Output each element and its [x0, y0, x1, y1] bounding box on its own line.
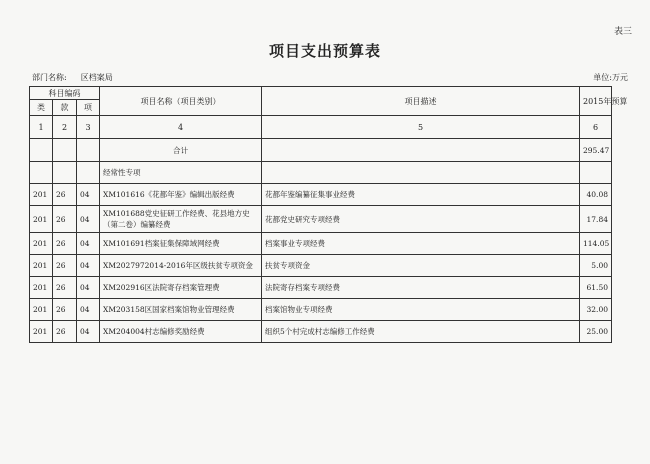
header-lei: 类 [30, 100, 53, 116]
cell-desc: 档案事业专项经费 [262, 233, 580, 255]
cell-kuan: 26 [53, 184, 77, 206]
header-kuan: 款 [53, 100, 77, 116]
index-cell: 6 [580, 116, 612, 139]
cell-lei: 201 [30, 321, 53, 343]
header-budget: 2015年预算 [580, 87, 612, 116]
cell-xiang: 04 [77, 184, 100, 206]
page-title: 项目支出预算表 [268, 42, 381, 60]
cell-name: XM101691档案征集保障域网经费 [100, 233, 262, 255]
cell-kuan: 26 [53, 277, 77, 299]
cell-lei: 201 [30, 255, 53, 277]
cell-kuan: 26 [53, 206, 77, 233]
cell-xiang: 04 [77, 299, 100, 321]
table-row [30, 255, 612, 277]
header-code-group: 科目编码 [30, 87, 100, 100]
index-cell: 1 [30, 116, 53, 139]
cell-xiang: 04 [77, 277, 100, 299]
table-row [30, 321, 612, 343]
budget-table [29, 86, 628, 343]
cell-lei: 201 [30, 184, 53, 206]
cell-desc: 花都年鉴编纂征集事业经费 [262, 184, 580, 206]
cell-xiang: 04 [77, 255, 100, 277]
cell-amount: 32.00 [580, 299, 612, 321]
category-row [30, 162, 612, 184]
sheet-number: 表三 [613, 27, 632, 37]
total-value: 295.47 [580, 139, 612, 162]
cell-xiang: 04 [77, 206, 100, 233]
cell-amount: 61.50 [580, 277, 612, 299]
cell-desc: 档案馆物业专项经费 [262, 299, 580, 321]
cell-kuan: 26 [53, 299, 77, 321]
header-desc: 项目描述 [262, 87, 580, 116]
cell-lei: 201 [30, 233, 53, 255]
header-name: 项目名称（项目类别） [100, 87, 262, 116]
table-row [30, 206, 612, 233]
cell-amount: 25.00 [580, 321, 612, 343]
cell-desc: 法院寄存档案专项经费 [262, 277, 580, 299]
unit-label: 单位:万元 [593, 73, 628, 82]
department-label: 部门名称: [32, 73, 67, 82]
cell-name: XM202916区法院寄存档案管理费 [100, 277, 262, 299]
cell-name: XM2027972014-2016年区级扶贫专项资金 [100, 255, 262, 277]
department-value: 区档案局 [80, 73, 113, 82]
cell-amount: 17.84 [580, 206, 612, 233]
index-cell: 4 [100, 116, 262, 139]
table-row [30, 184, 612, 206]
cell-lei: 201 [30, 277, 53, 299]
index-cell: 2 [53, 116, 77, 139]
cell-name: XM203158区国家档案馆物业管理经费 [100, 299, 262, 321]
cell-amount: 114.05 [580, 233, 612, 255]
cell-name: XM204004村志编修奖励经费 [100, 321, 262, 343]
cell-name: XM101616《花都年鉴》编辑出版经费 [100, 184, 262, 206]
total-label: 合计 [100, 139, 262, 162]
table-row [30, 277, 612, 299]
cell-kuan: 26 [53, 321, 77, 343]
header-xiang: 项 [77, 100, 100, 116]
table-row [30, 233, 612, 255]
cell-amount: 5.00 [580, 255, 612, 277]
cell-xiang: 04 [77, 321, 100, 343]
category-label: 经常性专项 [100, 162, 262, 184]
cell-kuan: 26 [53, 255, 77, 277]
index-cell: 5 [262, 116, 580, 139]
cell-kuan: 26 [53, 233, 77, 255]
cell-amount: 40.08 [580, 184, 612, 206]
cell-name: XM101688党史征研工作经费、花县地方史（第二卷）编纂经费 [100, 206, 262, 233]
table-row [30, 299, 612, 321]
index-row [30, 116, 612, 139]
cell-xiang: 04 [77, 233, 100, 255]
cell-lei: 201 [30, 299, 53, 321]
index-cell: 3 [77, 116, 100, 139]
cell-desc: 扶贫专项资金 [262, 255, 580, 277]
total-row [30, 139, 612, 162]
cell-lei: 201 [30, 206, 53, 233]
department [32, 72, 113, 83]
cell-desc: 组织5个村完成村志编修工作经费 [262, 321, 580, 343]
cell-desc: 花都党史研究专项经费 [262, 206, 580, 233]
